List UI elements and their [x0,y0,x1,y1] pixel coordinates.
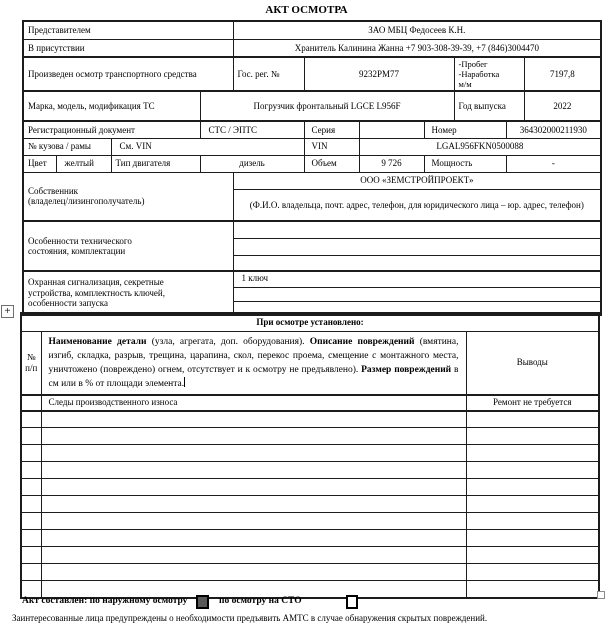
alarm-keys-value: 1 ключ [233,271,601,287]
tech-features-line-1 [233,221,601,238]
power-value: - [506,155,601,172]
reg-doc-label: Регистрационный документ [23,121,200,138]
representative-value: ЗАО МБЦ Федосеев К.Н. [233,21,601,39]
engine-type-value: дизель [200,155,304,172]
alarm-keys-line-2 [233,287,601,301]
power-label: Мощность [424,155,506,172]
col-header-number: № п/п [21,331,41,395]
year-label: Год выпуска [454,91,524,121]
inspection-label: Произведен осмотр транспортного средства [23,57,233,91]
vin-value: LGAL956FKN0500088 [359,138,601,155]
owner-label: Собственник (владелец/лизингополучатель) [23,172,233,221]
hidden-damage-warning: Заинтересованные лица предупреждены о необходимости предъявить АМТС в случае обнаружения скрытых повреждений. [12,613,488,623]
make-value: Погрузчик фронтальный LGCE L956F [200,91,454,121]
tech-features-line-2 [233,238,601,255]
sto-inspection-checkbox[interactable] [346,595,358,609]
owner-value: ООО «ЗЕМСТРОЙПРОЕКТ» [233,172,601,189]
tech-features-line-3 [233,255,601,271]
page-title: АКТ ОСМОТРА [265,4,348,16]
color-value: желтый [56,155,111,172]
body-frame-value: См. VIN [111,138,304,155]
year-value: 2022 [524,91,601,121]
color-label: Цвет [23,155,56,172]
damage-rows [21,313,599,598]
representative-label: Представителем [23,21,233,39]
presence-label: В присутствии [23,39,233,57]
vin-label: VIN [304,138,359,155]
mileage-label: -Пробег -Наработка м/м [454,57,524,91]
damage-table-empty-row [21,462,599,479]
number-label: Номер [424,121,506,138]
vehicle-info-table [22,20,602,316]
gov-reg-value: 9232РМ77 [304,57,454,91]
wear-row-description: Следы производственного износа [41,395,466,411]
volume-value: 9 726 [359,155,424,172]
inspection-findings-table [20,312,600,599]
number-value: 364302000211930 [506,121,601,138]
damage-table-empty-row [21,496,599,513]
damage-table-empty-row [21,547,599,564]
findings-header: При осмотре установлено: [21,313,599,331]
external-inspection-checkbox[interactable] [196,595,209,609]
col-header-conclusions: Выводы [466,331,599,395]
alarm-keys-label: Охранная сигнализация, секретные устройства, комплектность ключей, особенности запуска [23,271,233,315]
text-cursor [184,377,185,387]
table-move-handle-icon[interactable]: + [1,305,14,318]
col-header-description: Наименование детали (узла, агрегата, доп. оборудования). Описание повреждений (вмятина, изгиб, складка, разрыв, трещина, царапина, скол, перекос проема, смещение с монтажного места, уничтожено (повреждено) огнем, отсутствует и к осмотру не предъявлено). Размер повреждений в см или в % от площади элемента. [41,331,466,395]
gov-reg-label: Гос. рег. № [233,57,304,91]
act-composed-label: Акт составлен: по наружному осмотру [22,596,188,606]
engine-type-label: Тип двигателя [111,155,200,172]
sto-inspection-label: по осмотру на СТО [219,596,302,606]
damage-table-empty-row [21,479,599,496]
series-label: Серия [304,121,359,138]
table-resize-handle-icon[interactable] [597,591,605,599]
damage-table-empty-row [21,530,599,547]
make-label: Марка, модель, модификация ТС [23,91,200,121]
damage-table-empty-row [21,445,599,462]
damage-table-empty-row [21,513,599,530]
wear-row-number [21,395,41,411]
volume-label: Объем [304,155,359,172]
damage-table-empty-row [21,428,599,445]
owner-hint: (Ф.И.О. владельца, почт. адрес, телефон, для юридического лица – юр. адрес, телефон) [233,189,601,221]
mileage-value: 7197,8 [524,57,601,91]
presence-value: Хранитель Калинина Жанна +7 903-308-39-39, +7 (846)3004470 [233,39,601,57]
damage-table-empty-row [21,411,599,428]
series-value [359,121,424,138]
damage-table-empty-row [21,581,599,598]
tech-features-label: Особенности технического состояния, комплектации [23,221,233,271]
reg-doc-value: СТС / ЭПТС [200,121,304,138]
wear-row-conclusion: Ремонт не требуется [466,395,599,411]
body-frame-label: № кузова / рамы [23,138,111,155]
damage-table-empty-row [21,564,599,581]
